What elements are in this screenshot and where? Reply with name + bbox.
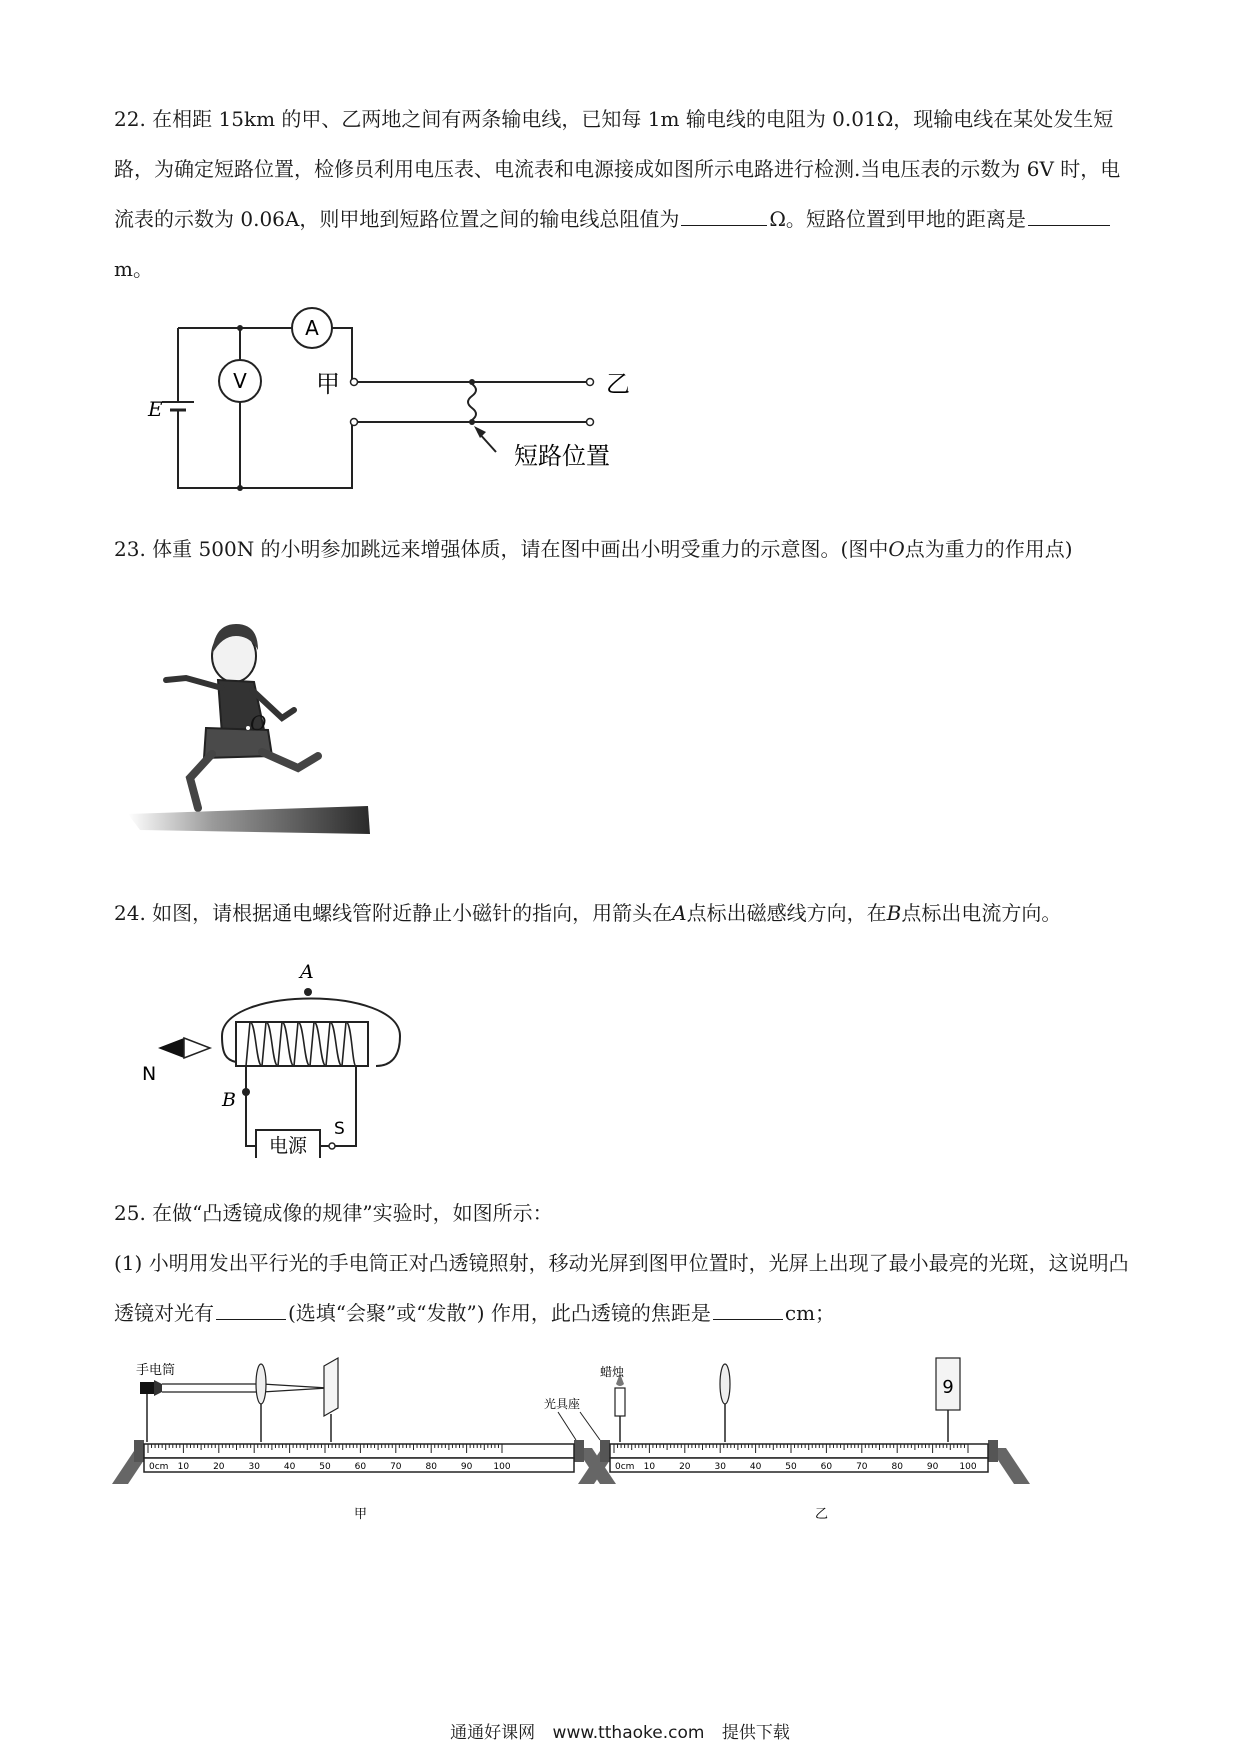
answer-blank-focal-length[interactable] xyxy=(713,1299,783,1320)
q25-part1-a: (1) 小明用发出平行光的手电筒正对凸透镜照射，移动光屏到图甲位置时，光屏上出现了最小最亮的光斑，这说明凸透镜对光有 xyxy=(114,1251,1129,1325)
right-ruler-tick-label: 90 xyxy=(926,1462,939,1472)
q23-point: O xyxy=(888,537,905,561)
q24-b: B xyxy=(886,901,902,925)
battery-label: E xyxy=(148,397,163,421)
q22-text-a: 22. 在相距 15km 的甲、乙两地之间有两条输电线，已知每 1m 输电线的电阻为 0.01Ω，现输电线在某处发生短路，为确定短路位置，检修员利用电压表、电流表和电源接成如图所示电路进行检测.当电压表的示数为 6V 时，电流表的示数为 0.06A，则甲地到短路位置之间的输电线总阻值为 xyxy=(114,107,1121,231)
n-pole-label: N xyxy=(142,1063,157,1085)
convex-lens-right-icon xyxy=(720,1364,730,1442)
left-ruler-tick-label: 40 xyxy=(283,1462,296,1472)
battery-icon xyxy=(162,402,194,410)
left-ruler-tick-label: 30 xyxy=(248,1462,260,1472)
jumper-icon xyxy=(166,624,318,808)
footer-url[interactable]: www.tthaoke.com xyxy=(552,1723,705,1743)
q25-optical-bench-figure xyxy=(110,1354,1130,1526)
q24-text-b: 点标出磁感线方向，在 xyxy=(686,901,887,925)
left-ruler-tick-label: 80 xyxy=(425,1462,437,1472)
right-ruler-tick-label: 100 xyxy=(959,1462,977,1472)
jia-label: 甲 xyxy=(316,370,340,398)
answer-blank-effect[interactable] xyxy=(216,1299,286,1320)
left-ruler-tick-label: 70 xyxy=(390,1462,402,1472)
answer-blank-distance[interactable] xyxy=(1028,205,1110,226)
ground-slab xyxy=(128,806,370,834)
q25-part1-b: (选填“会聚”或“发散”) 作用，此凸透镜的焦距是 xyxy=(288,1301,711,1325)
question-23-text xyxy=(114,524,1134,574)
short-arrow-icon xyxy=(474,426,486,438)
q23-text-end: 点为重力的作用点) xyxy=(904,537,1073,561)
compass-needle-icon xyxy=(158,1038,210,1058)
right-ruler-tick-label: 70 xyxy=(856,1462,868,1472)
switch-icon xyxy=(329,1143,335,1149)
candle-label: 蜡烛 xyxy=(600,1365,625,1379)
left-ruler-tick-label: 0cm xyxy=(149,1462,169,1472)
point-a-label: A xyxy=(300,961,314,983)
right-ruler-tick-label: 20 xyxy=(679,1462,691,1472)
q24-a: A xyxy=(672,901,687,925)
right-caption: 乙 xyxy=(815,1507,829,1522)
answer-blank-resistance[interactable] xyxy=(681,205,767,226)
question-22-text xyxy=(114,94,1134,294)
q24-text-a: 24. 如图，请根据通电螺线管附近静止小磁针的指向，用箭头在 xyxy=(114,901,673,925)
voltmeter-label: V xyxy=(233,369,247,393)
left-ruler-tick-label: 100 xyxy=(493,1462,511,1472)
question-25-part1 xyxy=(114,1238,1134,1338)
q25-title: 25. 在做“凸透镜成像的规律”实验时，如图所示： xyxy=(114,1201,553,1225)
footer-site: 通通好课网 xyxy=(450,1723,536,1743)
q23-point-label: O xyxy=(250,711,267,735)
q22-text-b: Ω。短路位置到甲地的距离是 xyxy=(769,207,1026,231)
switch-label: S xyxy=(334,1119,345,1139)
q22-text-c: m。 xyxy=(114,257,153,281)
ammeter-label: A xyxy=(305,316,319,340)
right-ruler-tick-label: 40 xyxy=(749,1462,762,1472)
q24-solenoid-diagram xyxy=(138,958,438,1158)
page-footer xyxy=(0,1718,1240,1743)
left-ruler-tick-label: 50 xyxy=(319,1462,331,1472)
flashlight-label: 手电筒 xyxy=(136,1363,176,1378)
light-screen-right-icon xyxy=(936,1358,960,1442)
point-b-dot xyxy=(242,1088,250,1096)
power-supply-label: 电源 xyxy=(268,1135,308,1157)
left-ruler-tick-label: 20 xyxy=(213,1462,225,1472)
light-screen-icon xyxy=(324,1358,338,1442)
left-caption: 甲 xyxy=(354,1507,368,1522)
right-ruler-tick-label: 10 xyxy=(643,1462,656,1472)
footer-action: 提供下载 xyxy=(721,1723,790,1743)
left-ruler-tick-label: 60 xyxy=(354,1462,367,1472)
q25-part1-c: cm； xyxy=(784,1301,836,1325)
question-24-text xyxy=(114,888,1134,938)
right-ruler-tick-label: 30 xyxy=(714,1462,726,1472)
point-a-dot xyxy=(304,988,312,996)
right-ruler-tick-label: 60 xyxy=(820,1462,833,1472)
q23-text: 23. 体重 500N 的小明参加跳远来增强体质，请在图中画出小明受重力的示意图。(图中 xyxy=(114,537,889,561)
flashlight-icon xyxy=(140,1380,162,1442)
short-position-label: 短路位置 xyxy=(514,442,610,470)
bench-label: 光具座 xyxy=(544,1397,581,1411)
point-b-label: B xyxy=(222,1089,236,1111)
convex-lens-icon xyxy=(256,1364,266,1442)
candle-icon xyxy=(615,1374,625,1442)
yi-label: 乙 xyxy=(606,370,630,398)
right-ruler-tick-label: 50 xyxy=(785,1462,797,1472)
right-ruler-tick-label: 0cm xyxy=(615,1462,635,1472)
q23-jumper-figure xyxy=(122,618,382,858)
q24-text-c: 点标出电流方向。 xyxy=(901,901,1062,925)
svg-text:6: 6 xyxy=(942,1375,954,1396)
right-ruler-tick-label: 80 xyxy=(891,1462,903,1472)
left-ruler-tick-label: 10 xyxy=(177,1462,190,1472)
left-ruler-tick-label: 90 xyxy=(460,1462,473,1472)
question-25-title xyxy=(114,1188,1134,1238)
q22-circuit-diagram xyxy=(140,292,660,502)
